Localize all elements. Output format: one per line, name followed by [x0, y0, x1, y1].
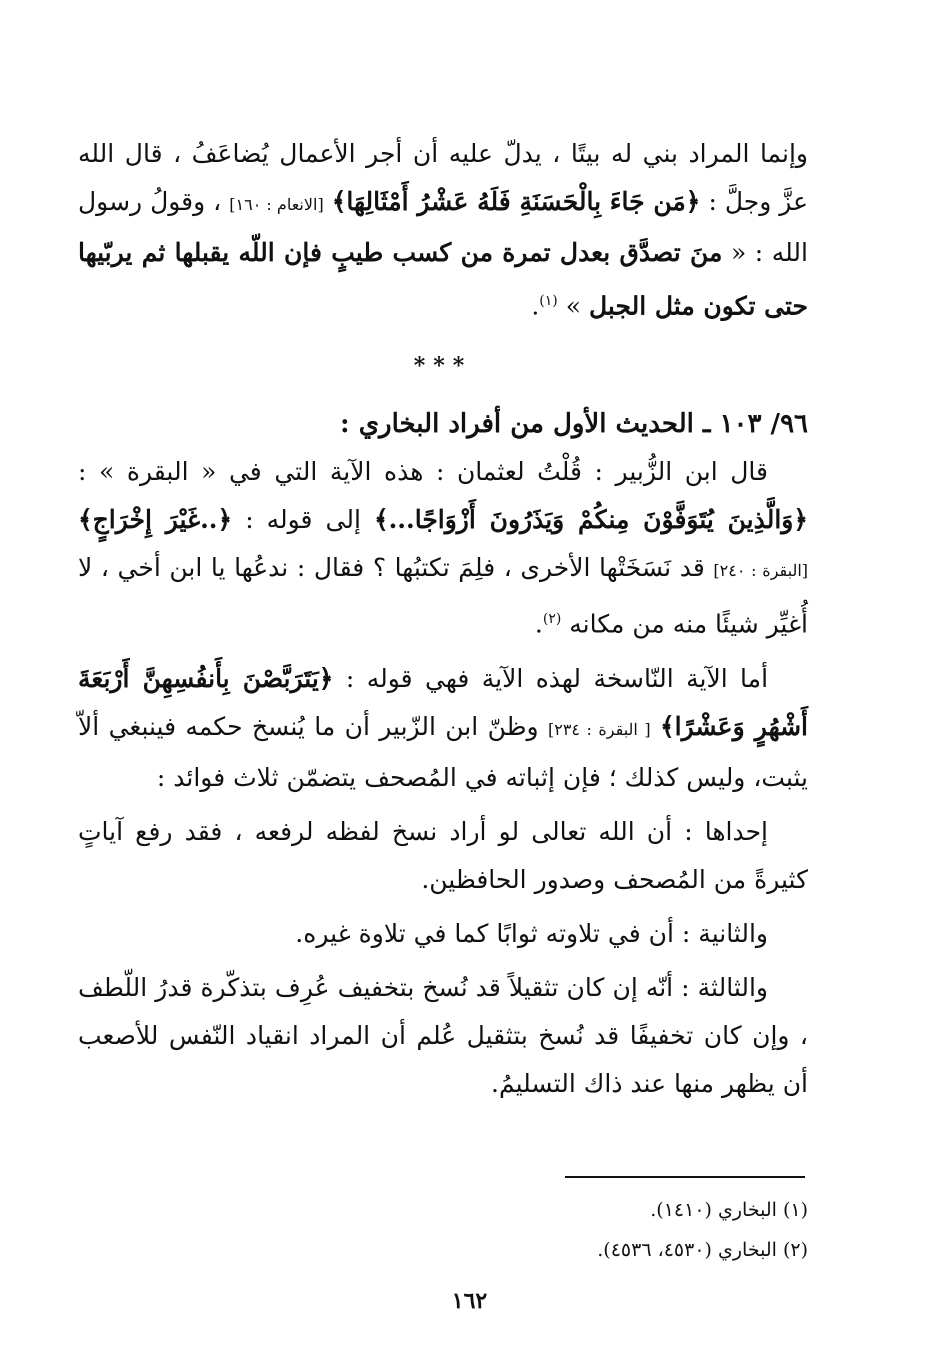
- quran-verse: ﴿وَالَّذِينَ يُتَوَفَّوْنَ مِنكُمْ وَيَذَرُونَ أَزْوَاجًا...﴾: [373, 505, 808, 535]
- verse-reference: [البقرة : ٢٤٠]: [713, 561, 809, 581]
- paragraph-5: والثالثة : أنّه إن كان تثقيلاً قد نُسخ بتخفيف عُرِف بتذكّرة قدرُ اللّطف ، وإن كان تخفيفًا قد نُسخ بتثقيل عُلم أن المراد انقياد النّفس للأصعب أن يظهر منها عند ذاك التسليمُ.: [78, 972, 808, 1098]
- paragraph-2-text: أما الآية النّاسخة لهذه الآية فهي قوله :: [345, 663, 769, 693]
- main-text: [78, 130, 808, 1108]
- quote-close: »: [565, 291, 582, 321]
- verse-reference: [الانعام : ١٦٠]: [229, 195, 324, 214]
- intro-text-2: ، وقولُ رسول الله : «: [78, 187, 808, 267]
- paragraph-1-text: قال ابن الزُّبير : قُلْتُ لعثمان : هذه الآية التي في « البقرة » :: [78, 457, 768, 487]
- intro-paragraph: [78, 130, 808, 330]
- footnote-marker: (٢): [542, 611, 562, 628]
- footnotes: [78, 1190, 808, 1270]
- sentence-end: .: [534, 609, 543, 639]
- verse-reference: [ البقرة : ٢٣٤]: [547, 719, 651, 739]
- paragraph-1-text-3: قد نَسَخَتْها الأخرى ، فلِمَ تكتبُها ؟ فقال : ندعُها يا ابن أخي ، لا أُغيِّر شيئًا منه من مكانه: [78, 553, 808, 639]
- hadith-text: منَ تصدَّق بعدل تمرة من كسب طيبٍ فإن اللّه يقبلها ثم يربّيها حتى تكون مثل الجبل: [78, 238, 808, 321]
- intro-text: وإنما المراد بني له بيتًا ، يدلّ عليه أن أجر الأعمال يُضاعَفُ ، قال الله عزَّ وجلَّ :: [78, 139, 809, 216]
- paragraph-2: [78, 655, 808, 802]
- footnote-divider: [565, 1176, 805, 1178]
- paragraph-4: والثانية : أن في تلاوته ثوابًا كما في تلاوة غيره.: [295, 918, 768, 948]
- paragraph-3: إحداها : أن الله تعالى لو أراد نسخ لفظه لرفعه ، فقد رفع آياتٍ كثيرةً من المُصحف وصدور الحافظين.: [78, 816, 808, 894]
- quran-verse: ﴿يَتَرَبَّصْنَ بِأَنفُسِهِنَّ أَرْبَعَةَ أَشْهُرٍ وَعَشْرًا﴾: [78, 663, 808, 741]
- quran-verse: ﴿..غَيْرَ إِخْرَاجٍ﴾: [78, 505, 233, 535]
- quran-verse: ﴿مَن جَاءَ بِالْحَسَنَةِ فَلَهُ عَشْرُ أَمْثَالِهَا﴾: [331, 187, 701, 216]
- paragraph-1: [78, 448, 808, 648]
- footnote-marker: (١): [539, 293, 558, 309]
- paragraph-1-text-2: إلى قوله :: [245, 505, 361, 535]
- footnote-2: (٢) البخاري (٤٥٣٠، ٤٥٣٦).: [597, 1239, 808, 1261]
- section-heading: ٩٦/ ١٠٣ ـ الحديث الأول من أفراد البخاري :: [340, 409, 808, 440]
- sentence-end: .: [531, 291, 540, 321]
- paragraph-2-text-2: وظنّ ابن الزّبير أن ما يُنسخ حكمه فينبغي ألاّ يثبت، وليس كذلك ؛ فإن إثباته في المُصحف يتضمّن ثلاث فوائد :: [78, 711, 808, 792]
- footnote-1: (١) البخاري (١٤١٠).: [650, 1199, 808, 1221]
- section-separator: ***: [413, 353, 473, 380]
- page-number: ١٦٢: [451, 1288, 488, 1314]
